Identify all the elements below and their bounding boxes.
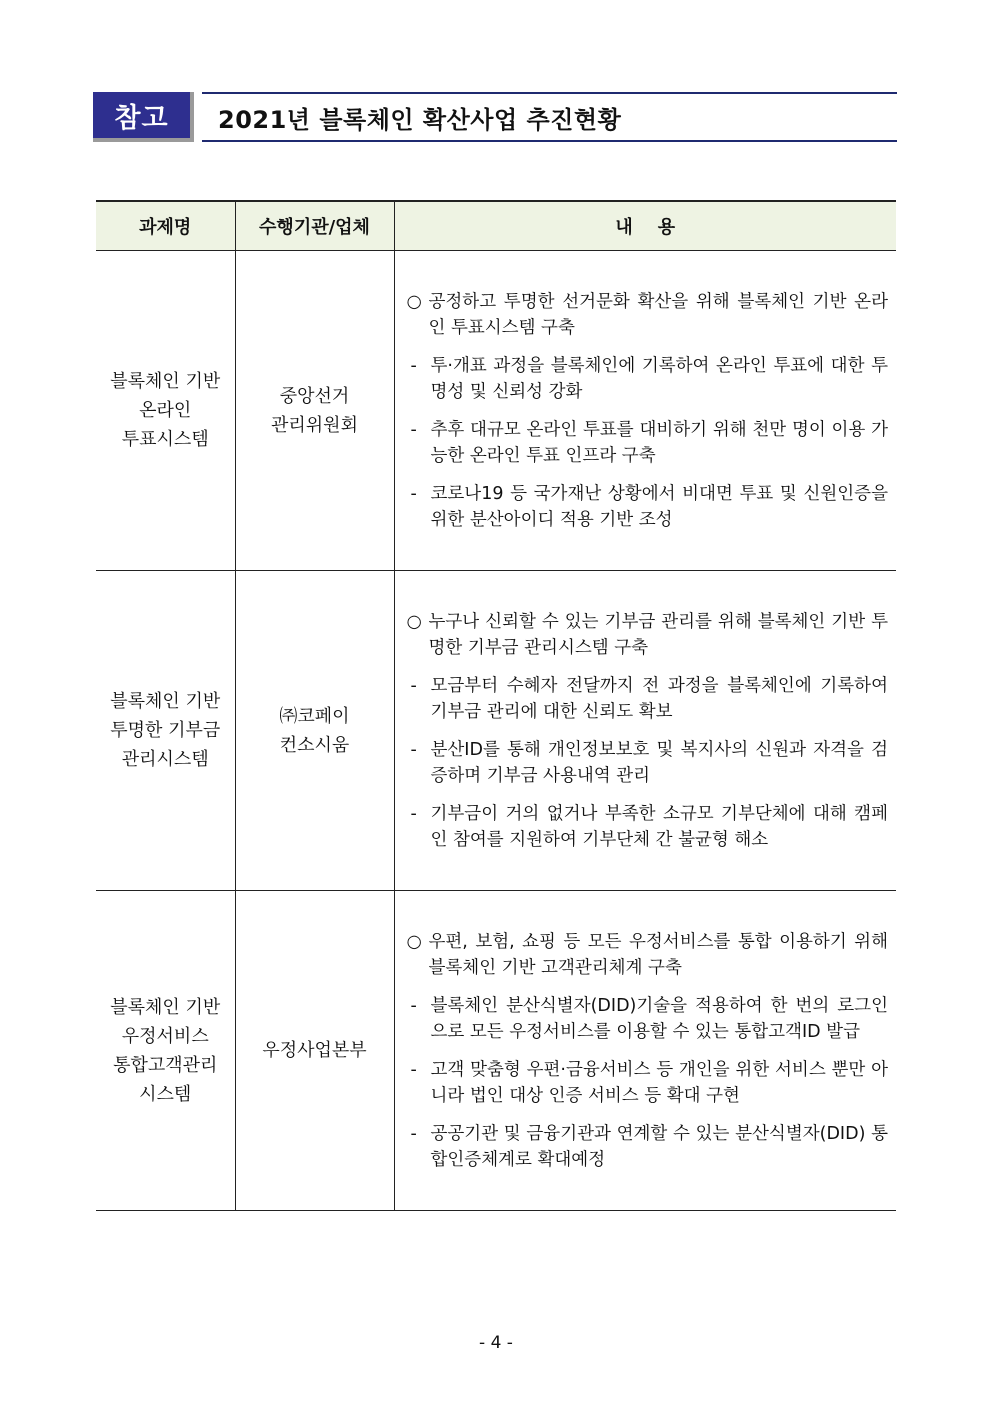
- content-cell: [394, 571, 896, 891]
- sub-bullet-item: [407, 801, 889, 853]
- main-bullet-text: 누구나 신뢰할 수 있는 기부금 관리를 위해 블록체인 기반 투명한 기부금 관리시스템 구축: [428, 611, 888, 658]
- sub-bullet-item: [407, 993, 889, 1045]
- sub-bullet-item: [407, 1121, 889, 1173]
- sub-bullet-text: 투·개표 과정을 블록체인에 기록하여 온라인 투표에 대한 투명성 및 신뢰성 강화: [430, 355, 888, 402]
- project-name-line: 관리시스템: [121, 749, 209, 770]
- sub-bullet-text: 공공기관 및 금융기관과 연계할 수 있는 분산식별자(DID) 통합인증체계로 확대예정: [430, 1123, 888, 1170]
- project-name-line: 온라인: [139, 400, 192, 421]
- sub-bullet-item: [407, 481, 889, 533]
- project-name-cell: [96, 891, 235, 1211]
- table-row: [96, 251, 896, 571]
- sub-bullet-item: [407, 1057, 889, 1109]
- main-bullet-text: 우편, 보험, 쇼핑 등 모든 우정서비스를 통합 이용하기 위해 블록체인 기반 고객관리체계 구축: [428, 931, 888, 978]
- table-row: [96, 571, 896, 891]
- agency-cell: [235, 571, 394, 891]
- page-number: - 4 -: [479, 1333, 513, 1353]
- sub-bullet-text: 추후 대규모 온라인 투표를 대비하기 위해 천만 명이 이용 가능한 온라인 투표 인프라 구축: [430, 419, 888, 466]
- project-name-line: 블록체인 기반: [110, 371, 221, 392]
- project-name-cell: [96, 571, 235, 891]
- sub-bullet-text: 분산ID를 통해 개인정보보호 및 복지사의 신원과 자격을 검증하며 기부금 사용내역 관리: [430, 739, 888, 786]
- circle-bullet-icon: ○: [406, 611, 422, 632]
- content-cell: [394, 891, 896, 1211]
- circle-bullet-icon: ○: [406, 931, 422, 952]
- main-bullet-text: 공정하고 투명한 선거문화 확산을 위해 블록체인 기반 온라인 투표시스템 구축: [428, 291, 888, 338]
- sub-bullet-item: [407, 417, 889, 469]
- table-row: [96, 891, 896, 1211]
- sub-bullet-item: [407, 673, 889, 725]
- project-name-line: 통합고객관리: [113, 1054, 218, 1076]
- sub-bullet-text: 기부금이 거의 없거나 부족한 소규모 기부단체에 대해 캠페인 참여를 지원하여 기부단체 간 불균형 해소: [430, 803, 888, 850]
- project-name-line: 블록체인 기반: [110, 996, 221, 1018]
- dash-bullet-icon: -: [410, 803, 417, 824]
- sub-bullet-item: [407, 353, 889, 405]
- project-name-line: 투명한 기부금: [110, 720, 221, 741]
- agency-line: ㈜코페이: [279, 705, 350, 727]
- reference-tag: 참고: [93, 92, 194, 142]
- dash-bullet-icon: -: [410, 995, 417, 1016]
- sub-bullet-text: 모금부터 수혜자 전달까지 전 과정을 블록체인에 기록하여 기부금 관리에 대한 신뢰도 확보: [430, 675, 888, 722]
- page-title: 2021년 블록체인 확산사업 추진현황: [218, 105, 622, 134]
- project-status-table: [96, 200, 896, 1211]
- sub-bullet-item: [407, 737, 889, 789]
- title-box: [202, 92, 897, 142]
- header-content: 내 용: [394, 201, 896, 251]
- dash-bullet-icon: -: [410, 419, 417, 440]
- dash-bullet-icon: -: [410, 675, 417, 696]
- header-agency: 수행기관/업체: [235, 201, 394, 251]
- agency-cell: [235, 251, 394, 571]
- circle-bullet-icon: ○: [406, 291, 422, 312]
- sub-bullet-text: 고객 맞춤형 우편·금융서비스 등 개인을 위한 서비스 뿐만 아니라 법인 대상 인증 서비스 등 확대 구현: [430, 1059, 888, 1106]
- project-name-line: 시스템: [139, 1083, 192, 1105]
- agency-line: 관리위원회: [271, 414, 358, 436]
- sub-bullet-text: 코로나19 등 국가재난 상황에서 비대면 투표 및 신원인증을 위한 분산아이디 적용 기반 조성: [430, 483, 888, 530]
- dash-bullet-icon: -: [410, 739, 417, 760]
- project-name-line: 블록체인 기반: [110, 691, 221, 712]
- table-header-row: [96, 201, 896, 251]
- main-bullet-item: [407, 609, 889, 661]
- main-bullet-item: [407, 289, 889, 341]
- agency-cell: [235, 891, 394, 1211]
- project-name-line: 우정서비스: [121, 1025, 209, 1047]
- agency-line: 우정사업본부: [262, 1040, 367, 1061]
- content-cell: [394, 251, 896, 571]
- dash-bullet-icon: -: [410, 1059, 417, 1080]
- dash-bullet-icon: -: [410, 355, 417, 376]
- dash-bullet-icon: -: [410, 483, 417, 504]
- dash-bullet-icon: -: [410, 1123, 417, 1144]
- project-name-cell: [96, 251, 235, 571]
- sub-bullet-text: 블록체인 분산식별자(DID)기술을 적용하여 한 번의 로그인으로 모든 우정서비스를 이용할 수 있는 통합고객ID 발급: [430, 995, 888, 1042]
- agency-line: 중앙선거: [279, 385, 350, 407]
- agency-line: 컨소시움: [279, 734, 350, 756]
- main-bullet-item: [407, 929, 889, 981]
- project-name-line: 투표시스템: [121, 429, 209, 450]
- header-project: 과제명: [96, 201, 235, 251]
